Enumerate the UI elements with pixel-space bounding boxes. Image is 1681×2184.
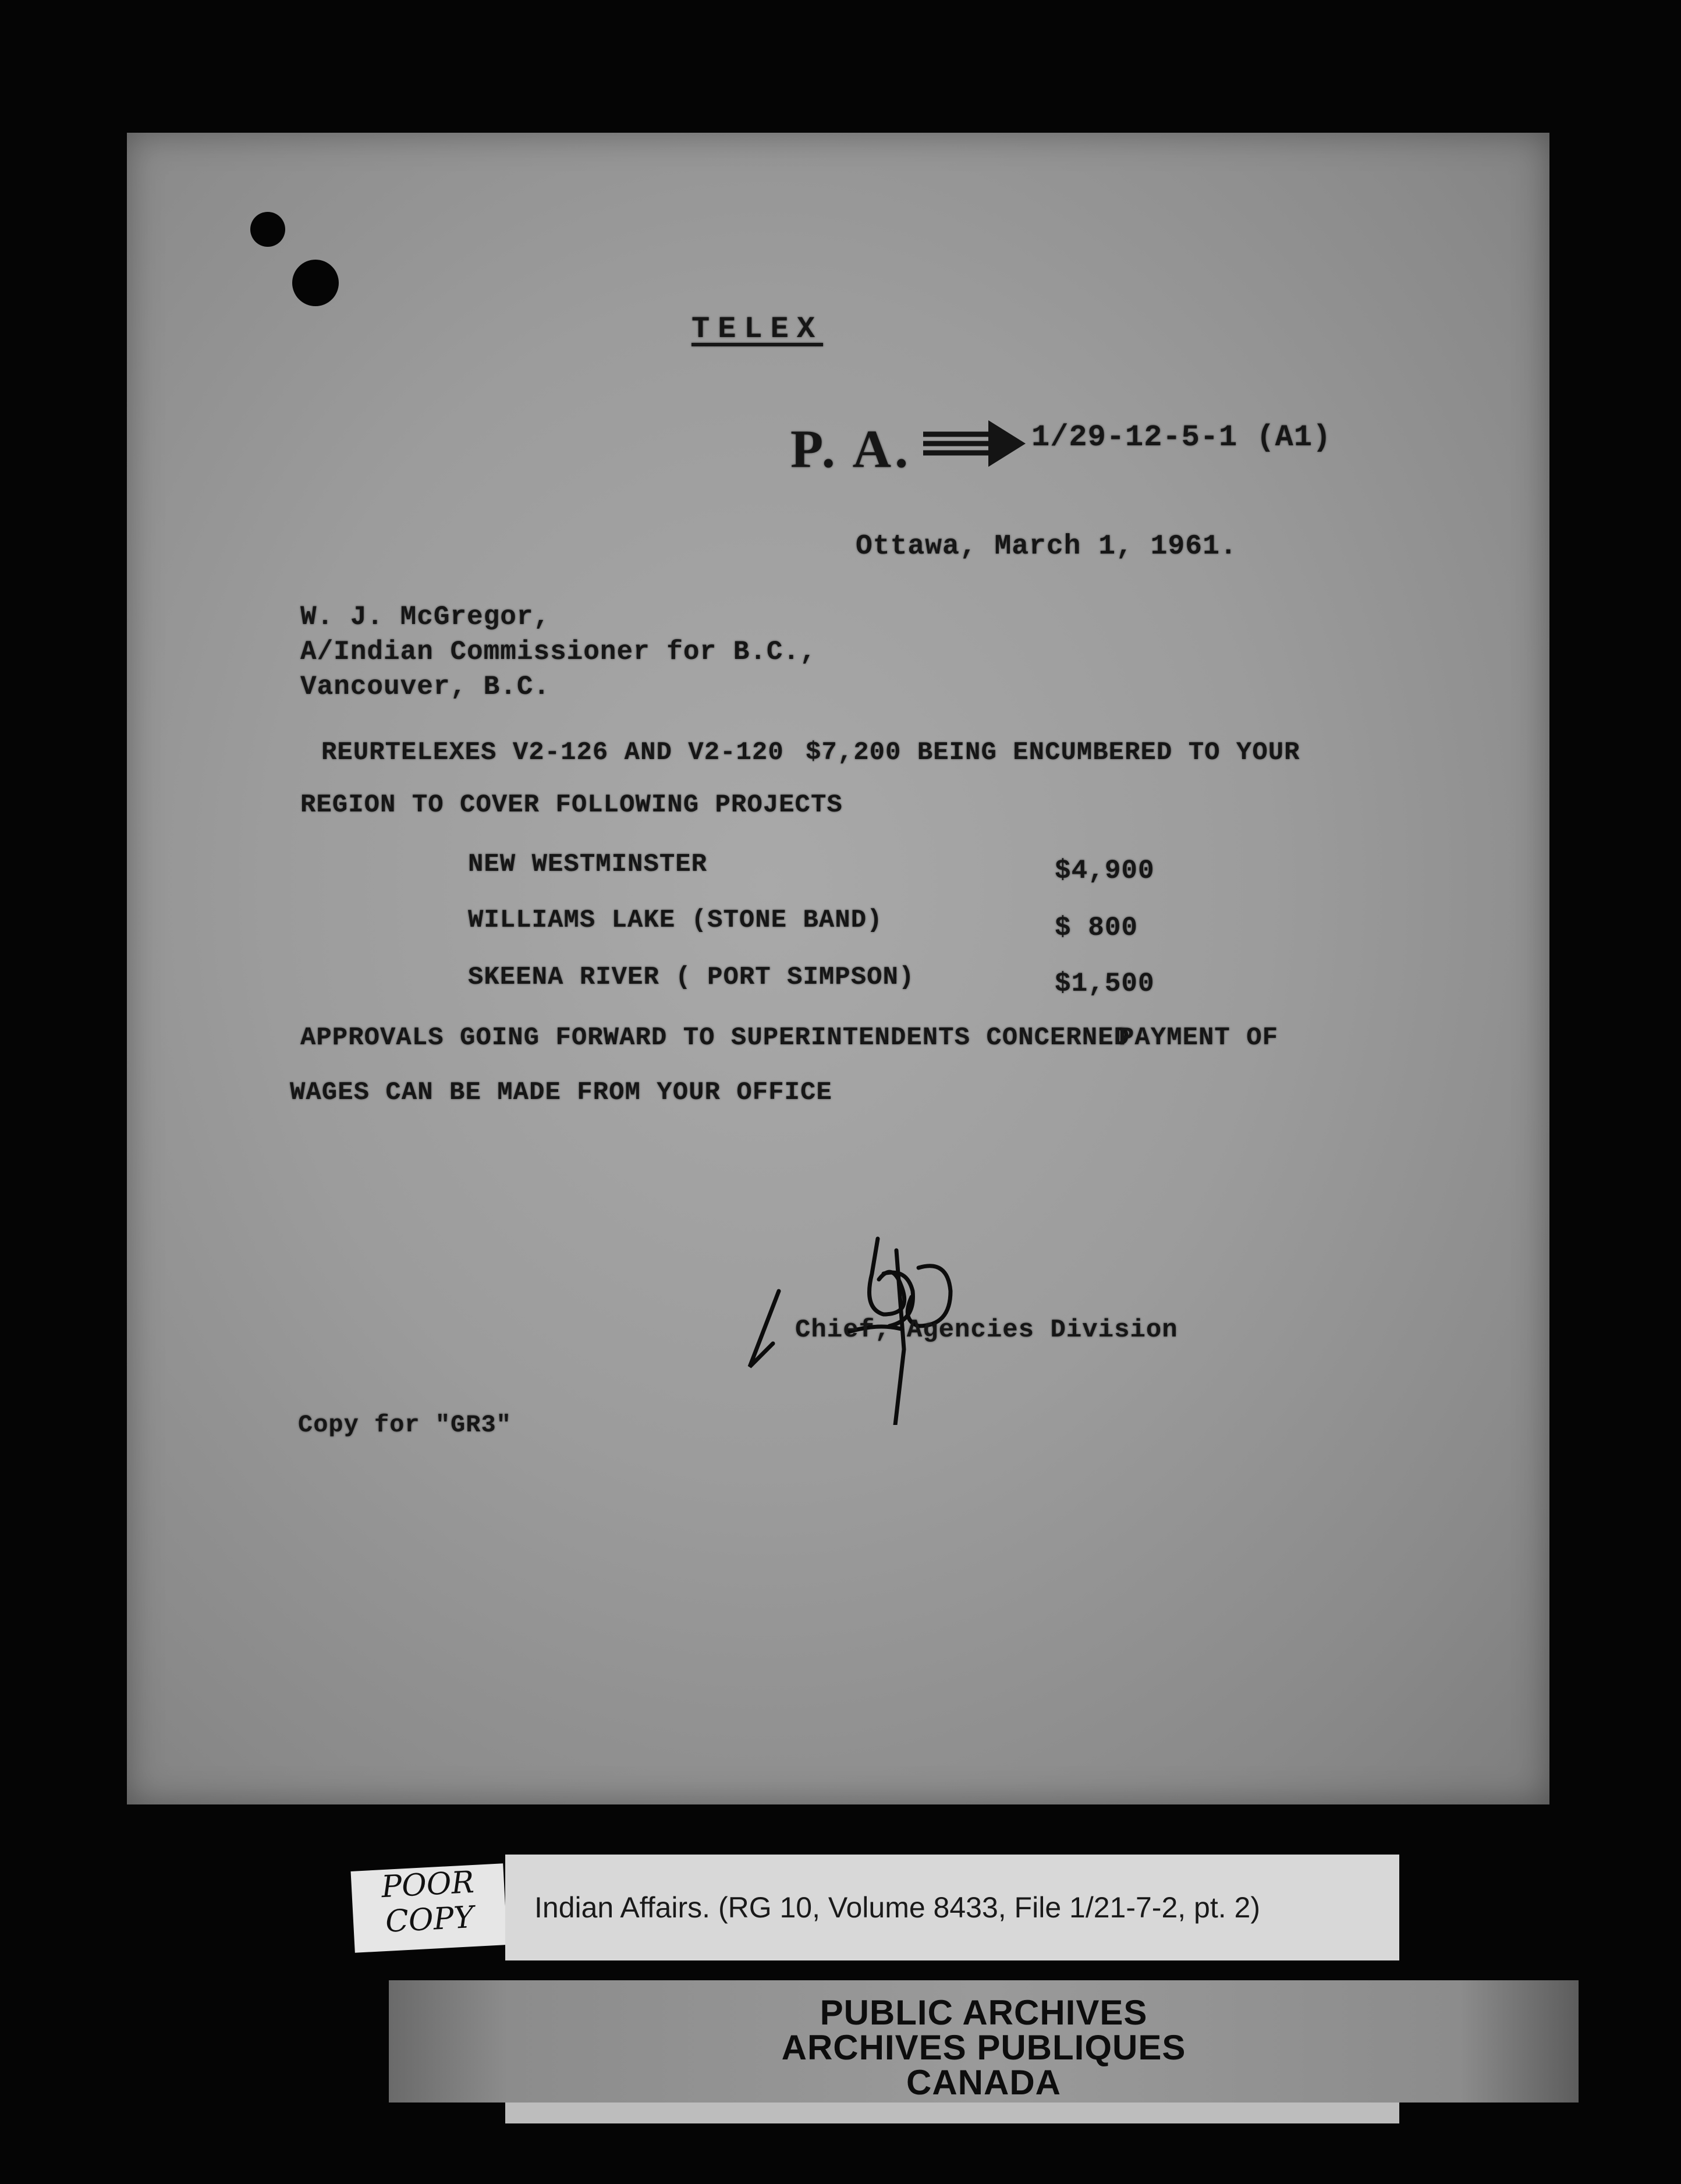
archive-line: ARCHIVES PUBLIQUES [781, 2028, 1186, 2067]
body-line: REGION TO COVER FOLLOWING PROJECTS [300, 790, 843, 820]
project-amount: $1,500 [1055, 969, 1155, 999]
archive-strip-base [505, 2103, 1399, 2123]
document-title: TELEX [691, 312, 824, 346]
poor-copy-line: POOR [380, 1864, 476, 1905]
copy-note: Copy for "GR3" [298, 1411, 512, 1439]
body-line: PAYMENT OF [1119, 1023, 1279, 1052]
project-name: WILLIAMS LAKE (STONE BAND) [468, 906, 883, 935]
dateline: Ottawa, March 1, 1961. [856, 531, 1237, 562]
body-line: WAGES CAN BE MADE FROM YOUR OFFICE [290, 1078, 832, 1107]
pa-stamp: P. A. [790, 419, 912, 478]
signature-title: Chief, Agencies Division [795, 1316, 1178, 1345]
addressee-title: A/Indian Commissioner for B.C., [300, 637, 817, 667]
addressee-name: W. J. McGregor, [300, 602, 551, 632]
poor-copy-label [351, 1863, 508, 1953]
project-name: NEW WESTMINSTER [468, 850, 708, 879]
archive-line: CANADA [906, 2063, 1061, 2102]
telex-page [127, 133, 1549, 1804]
body-line: REURTELEXES V2-126 AND V2-120 [321, 738, 784, 767]
punch-hole [250, 212, 285, 247]
project-amount: $4,900 [1055, 856, 1155, 886]
body-line: APPROVALS GOING FORWARD TO SUPERINTENDENTS CONCERNED [300, 1023, 1130, 1052]
punch-hole [292, 260, 339, 306]
poor-copy-line: COPY [384, 1900, 475, 1940]
file-number: 1/29-12-5-1 (A1) [1031, 420, 1332, 455]
body-line: $7,200 BEING ENCUMBERED TO YOUR [806, 738, 1300, 767]
archive-reference: Indian Affairs. (RG 10, Volume 8433, File 1/21-7-2, pt. 2) [534, 1891, 1260, 1924]
archive-line: PUBLIC ARCHIVES [820, 1993, 1148, 2032]
addressee-city: Vancouver, B.C. [300, 672, 551, 702]
project-name: SKEENA RIVER ( PORT SIMPSON) [468, 963, 915, 992]
archive-reference-label [505, 1855, 1399, 1960]
archive-strip [389, 1980, 1579, 2103]
right-arrow-icon [918, 417, 1029, 469]
project-amount: $ 800 [1055, 913, 1139, 943]
